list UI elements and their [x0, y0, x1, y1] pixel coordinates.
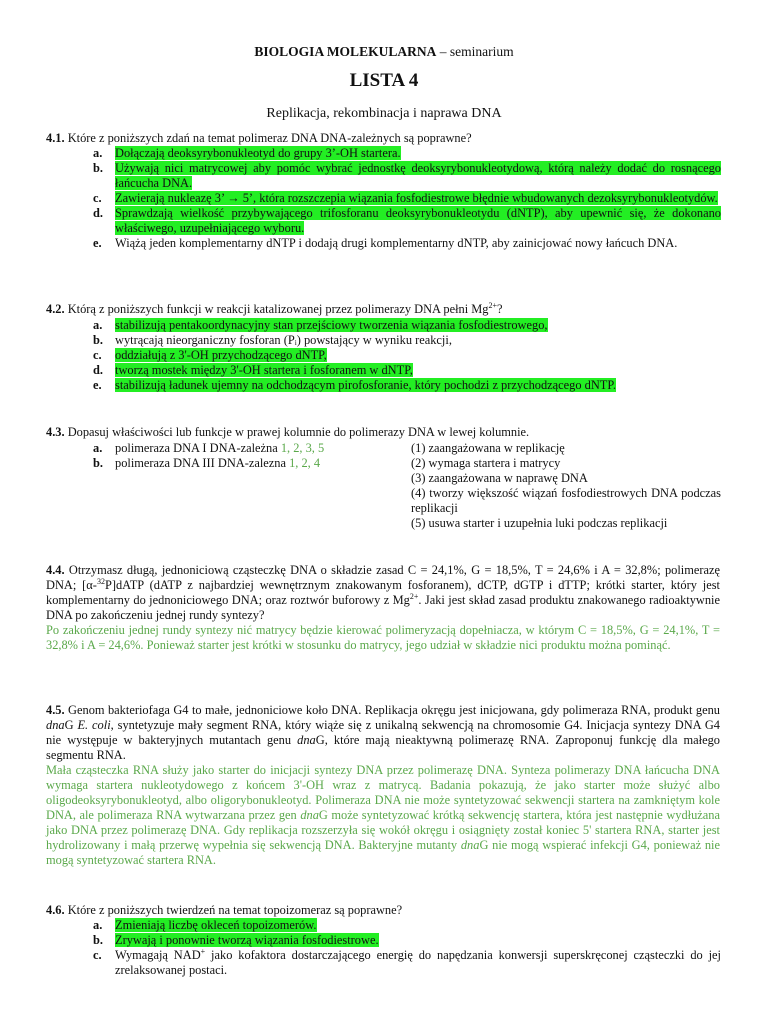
list-title: LISTA 4 [349, 70, 419, 91]
option-e: e. Wiążą jeden komplementarny dNTP i dodają drugi komplementarny dNTP, aby zainicjować nowy łańcuch DNA. [93, 236, 678, 250]
polymerase-a: a. polimeraza DNA I DNA-zależna 1, 2, 3, 5 [93, 441, 325, 455]
option-d: d. Sprawdzają wielkość przybywającego trifosforanu deoksyrybonukleotydu (dNTP), aby upewnić się, że dokonano właściwego, uzupełniającego wyboru. [93, 206, 721, 235]
answer-4-5: Mała cząsteczka RNA służy jako starter do inicjacji syntezy DNA przez polimerazę DNA. Synteza polimerazy DNA łańcucha DNA wymaga startera nukleotydowego z końcem 3'-OH wraz z matrycą. Badania pokazują, że jako starter może służyć albo oligodeoksyrybonukleotyd, albo oligorybonukleotyd. Polimeraza DNA nie może syntetyzować sekwencji startera na zamkniętym kole DNA, ale polimeraza RNA wytwarzana przez gen dnaG może syntetyzować krótką sekwencję startera, która jest następnie wydłużana jako DNA przez polimerazę DNA. Gdy replikacja rozszerzyła się wokół okręgu i osiągnięty został koniec 5' startera RNA, starter jest hydrolizowany i małą przerwę wypełnia się sekwencją DNA. Bakteryjne mutanty dnaG nie mogą wspierać infekcji G4, ponieważ nie mogą syntetyzować startera RNA. [46, 763, 720, 867]
property-5: (5) usuwa starter i uzupełnia luki podczas replikacji [411, 516, 668, 530]
polymerase-column [93, 441, 393, 471]
question-4-2-options [93, 318, 721, 393]
property-1: (1) zaangażowana w replikację [411, 441, 565, 455]
property-4: (4) tworzy większość wiązań fosfodiestrowych DNA podczas replikacji [411, 486, 721, 515]
question-4-5: 4.5. Genom bakteriofaga G4 to małe, jednoniciowe koło DNA. Replikacja okręgu jest inicjowana, gdy polimeraza RNA, produkt genu dnaG E. coli, syntetyzuje mały segment RNA, który wiąże się z unikalną sekwencją na chromosomie G4. Inicjacja syntezy DNA G4 nie występuje w bakteryjnych mutantach genu dnaG, które mają nieaktywną polimerazę RNA. Zaproponuj funkcję dla małego segmentu RNA. Mała cząsteczka RNA służy jako starter do inicjacji syntezy DNA przez polimerazę DNA. Synteza polimerazy DNA łańcucha DNA wymaga startera nukleotydowego z końcem 3'-OH wraz z matrycą. Badania pokazują, że jako starter może służyć albo oligodeoksyrybonukleotyd, albo oligorybonukleotyd. Polimeraza DNA nie może syntetyzować sekwencji startera na zamkniętym kole DNA, ale polimeraza RNA wytwarzana przez gen dnaG może syntetyzować krótką sekwencję startera, która jest następnie wydłużana jako DNA przez polimerazę DNA. Gdy replikacja rozszerzyła się wokół okręgu i osiągnięty został koniec 5' startera RNA, starter jest hydrolizowany i małą przerwę wypełnia się sekwencją DNA. Bakteryjne mutanty dnaG nie mogą wspierać infekcji G4, ponieważ nie mogą syntetyzować startera RNA. [46, 703, 720, 867]
option-d: d. tworzą mostek między 3'-OH startera i fosforanem w dNTP, [93, 363, 413, 377]
option-a: a. Dołączają deoksyrybonukleotyd do grupy 3’-OH startera. [93, 146, 401, 160]
property-3: (3) zaangażowana w naprawę DNA [411, 471, 588, 485]
question-4-1-options [93, 146, 721, 251]
polymerase-b: b. polimeraza DNA III DNA-zalezna 1, 2, 4 [93, 456, 321, 470]
question-4-1: 4.1. Które z poniższych zdań na temat polimeraz DNA DNA-zależnych są poprawne? [46, 131, 472, 145]
option-c: c. Wymagają NAD+ jako kofaktora dostarczającego energię do napędzania konwersji superskręconej cząsteczki do jej zrelaksowanej postaci. [93, 946, 721, 977]
option-b: b. wytrącają nieorganiczny fosforan (Pᵢ) powstający w wyniku reakcji, [93, 333, 452, 347]
option-b: b. Zrywają i ponownie tworzą wiązania fosfodiestrowe. [93, 933, 379, 947]
answer-4-4: Po zakończeniu jednej rundy syntezy nić matrycy będzie kierować polimeryzacją dopełniacza, w którym C = 18,5%, G = 24,1%, T = 32,8% i A = 24,6%. Ponieważ starter jest krótki w stosunku do matrycy, jego udział w składzie nici produktu można pominąć. [46, 623, 720, 652]
properties-column [411, 441, 721, 531]
question-4-6: 4.6. Które z poniższych twierdzeń na temat topoizomeraz są poprawne? [46, 903, 403, 917]
question-4-2: 4.2. Którą z poniższych funkcji w reakcji katalizowanej przez polimerazy DNA pełni $Mg^{2+}$? [46, 300, 503, 316]
option-a: a. Zmieniają liczbę okleceń topoizomerów. [93, 918, 317, 932]
question-4-4: 4.4. Otrzymasz długą, jednoniciową cząsteczkę DNA o składzie zasad C = 24,1%, G = 18,5%, T = 24,6% i A = 32,8%; polimerazę DNA; [α-$^{32}$P]dATP (dATP z najbardziej wewnętrznym znakowanym fosforanem), dCTP, dGTP i dTTP; krótki starter, który jest komplementarny do jednoniciowego DNA; oraz roztwór buforowy z $Mg^{2+}$. Jaki jest skład zasad produktu znakowanego radioaktywnie DNA po zakończeniu jednej rundy syntezy? Po zakończeniu jednej rundy syntezy nić matrycy będzie kierować polimeryzacją dopełniacza, w którym C = 18,5%, G = 24,1%, T = 32,8% i A = 24,6%. Ponieważ starter jest krótki w stosunku do matrycy, jego udział w składzie nici produktu można pominąć. [46, 563, 720, 652]
option-c: c. Zawierają nukleazę 3’ → 5’, która rozszczepia wiązania fosfodiestrowe błędnie wbudowanych dezoksyrybonukleotydów. [93, 191, 718, 205]
question-4-6-options [93, 918, 721, 978]
question-4-3: 4.3. Dopasuj właściwości lub funkcje w prawej kolumnie do polimerazy DNA w lewej kolumnie. [46, 425, 530, 439]
topic-subtitle: Replikacja, rekombinacja i naprawa DNA [266, 106, 502, 121]
course-heading: BIOLOGIA MOLEKULARNA – seminarium [254, 44, 514, 59]
property-2: (2) wymaga startera i matrycy [411, 456, 561, 470]
option-b: b. Używają nici matrycowej aby pomóc wybrać jednostkę deoksyrybonukleotydową, którą należy dodać do rosnącego łańcucha DNA. [93, 161, 721, 190]
option-a: a. stabilizują pentakoordynacyjny stan przejściowy tworzenia wiązania fosfodiestrowego, [93, 318, 548, 332]
option-c: c. oddziałują z 3'-OH przychodzącego dNTP, [93, 348, 327, 362]
option-e: e. stabilizują ładunek ujemny na odchodzącym pirofosforanie, który pochodzi z przychodzącego dNTP. [93, 378, 616, 392]
